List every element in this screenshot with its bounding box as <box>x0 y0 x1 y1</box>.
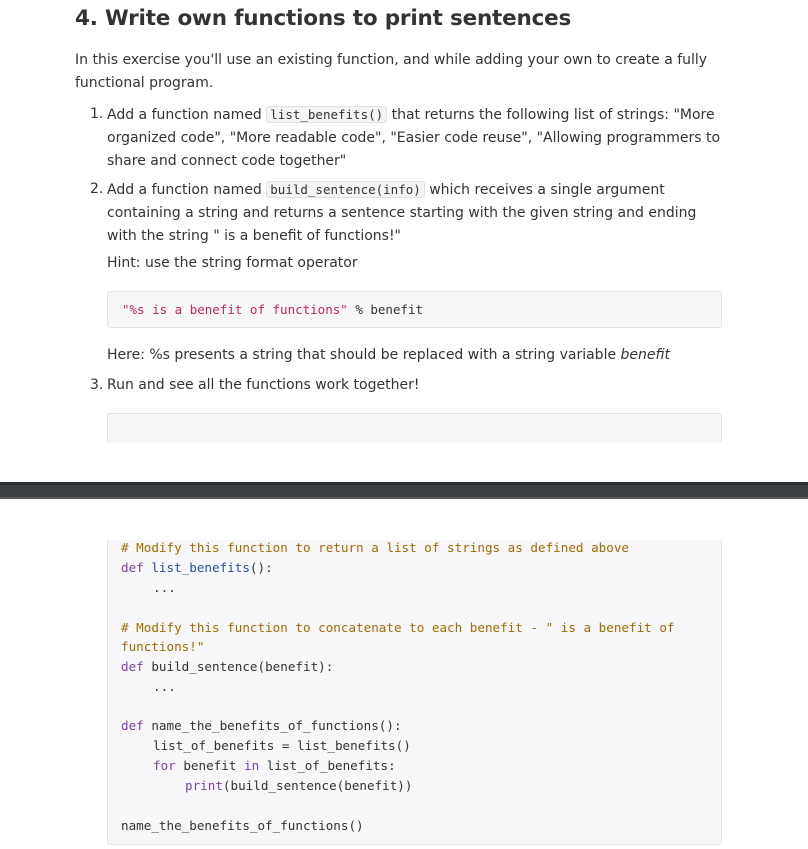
step-number: 3. <box>90 377 104 393</box>
inline-code: build_sentence(info) <box>266 181 425 198</box>
inline-code: list_benefits() <box>266 106 387 123</box>
code-line: ... <box>153 679 176 694</box>
step-text: Add a function named build_sentence(info) which receives a single argument containing a string and returns a sentence starting with the given string and ending with the string " is a benefit of functions!" <box>107 182 697 244</box>
step-number: 1. <box>90 106 104 122</box>
code-line: ... <box>153 580 176 595</box>
code-line: functions!" <box>121 639 205 654</box>
page-title: 4. Write own functions to print sentences <box>75 6 572 31</box>
code-line: name_the_benefits_of_functions() <box>121 818 364 833</box>
hint-text: Hint: use the string format operator <box>107 255 358 271</box>
format-example-code: "%s is a benefit of functions" % benefit <box>107 291 722 328</box>
code-line: for benefit in list_of_benefits: <box>153 758 396 773</box>
code-line: # Modify this function to concatenate to each benefit - " is a benefit of <box>121 620 675 635</box>
code-line: print(build_sentence(benefit)) <box>185 778 413 793</box>
code-line: def name_the_benefits_of_functions(): <box>121 718 402 733</box>
code-line: # Modify this function to return a list of strings as defined above <box>121 540 629 555</box>
here-note: Here: %s presents a string that should be replaced with a string variable benefit <box>107 347 671 363</box>
step-text: Run and see all the functions work together! <box>107 377 420 393</box>
code-line: def list_benefits(): <box>121 560 273 575</box>
step-number: 2. <box>90 181 104 197</box>
intro-paragraph: In this exercise you'll use an existing function, and while adding your own to create a fully functional program. <box>75 52 708 91</box>
code-editor-top[interactable] <box>107 413 722 443</box>
code-editor[interactable] <box>107 540 722 845</box>
window-divider <box>0 482 808 499</box>
code-line: def build_sentence(benefit): <box>121 659 334 674</box>
code-line: list_of_benefits = list_benefits() <box>153 738 411 753</box>
step-text: Add a function named list_benefits() that returns the following list of strings: "More organized code", "More readable code", "Easier code reuse", "Allowing programmers to share and connect code together" <box>107 107 721 169</box>
